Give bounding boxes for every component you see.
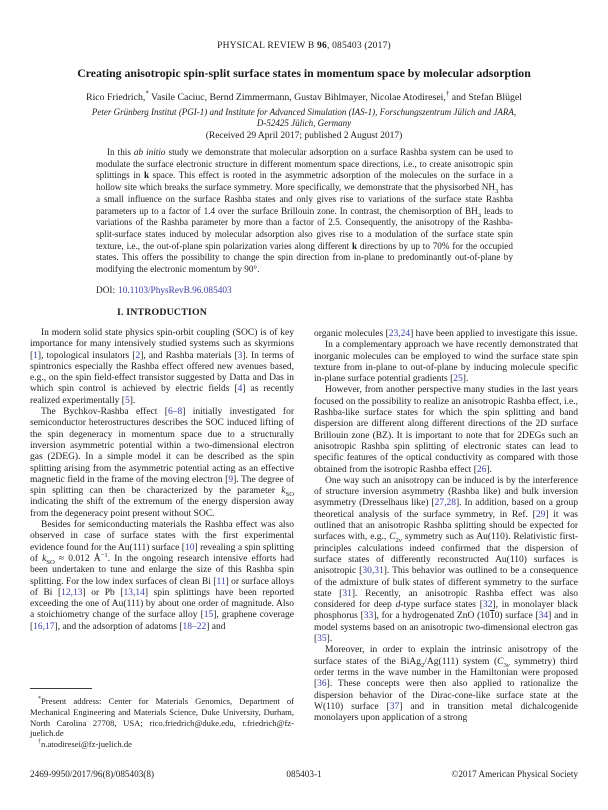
body-paragraph-5: In a complementary approach we have recently demonstrated that inorganic molecules can be employed to wind the surface state spin texture from in-plane to out-of-plane by inducing molecule specific in-plane surface potential gradients [25]. <box>314 340 578 385</box>
affiliation-line-2: D-52425 Jülich, Germany <box>256 118 352 128</box>
body-paragraph-6: However, from another perspective many studies in the last years focused on the possibility to realize an anisotropic Rashba effect, i.e., Rashba-like surface states for which the spin splitting and band dispersion are different along different directions of the 2D surface Brillouin zone (BZ). It is important to note that for 2DEGs such an anisotropic Rashba spin splitting of electronic states can lead to specific features of the optical conductivity as compared with those obtained from the isotropic Rashba effect [26]. <box>314 385 578 475</box>
citation-link[interactable]: 9 <box>228 474 234 485</box>
citation-link[interactable]: 4 <box>237 384 243 395</box>
footnote-divider <box>30 688 92 689</box>
doi-label: DOI: <box>96 286 116 296</box>
received-dates: (Received 29 April 2017; published 2 August 2017) <box>205 131 403 141</box>
citation-link[interactable]: 12,13 <box>61 587 83 598</box>
citation-link[interactable]: 26 <box>476 464 487 475</box>
abstract-text: In this ab initio study we demonstrate that molecular adsorption on a surface Rashba system can be used to modulate the surface electronic structure in different momentum space directions, i.e., to create anisotropic spin splittings in k space. This effect is rooted in the asymmetric adsorption of the molecules on the surface in a hollow site which breaks the surface symmetry. More specifically, we demonstrate that the physisorbed $NH_3$ has a small influence on the surface Rashba states and only gives rise to variations of the surface state Rashba parameters up to a factor of 1.4 over the surface Brillouin zone. In contrast, the chemisorption of $BH_3$ leads to variations of the Rashba parameter by more than a factor of 2.5. Consequently, the anisotropy of the Rashba-split-surface states induced by molecular adsorption also gives rise to a modulation of the surface state spin texture, i.e., the out-of-plane spin polarization varies along different k directions by up to 70% for the occupied states. This offers the possibility to change the spin direction from in-plane to predominantly out-of-plane by modifying the electronic momentum by 90°. <box>96 147 513 275</box>
doi-link[interactable]: 10.1103/PhysRevB.96.085403 <box>118 286 232 296</box>
body-paragraph-8: Moreover, in order to explain the intrinsic anisotropy of the surface states of the BiAg$_2$/Ag(111) system ($C_{3v}$ symmetry) third order terms in the wave number in the Hamiltonian were proposed [36]. These concepts were then also applied to rationalize the dispersion behavior of the Dirac-cone-like surface state at the W(110) surface [37] and in transition metal dichalcogenide monolayers upon application of a strong <box>314 645 578 724</box>
footnotes <box>30 688 294 750</box>
citation-link[interactable]: 31 <box>342 588 352 599</box>
author-list: Rico Friedrich,* Vasile Caciuc, Bernd Zimmermann, Gustav Bihlmayer, Nicolae Atodiresei,† and Stefan Blügel <box>86 90 522 103</box>
citation-link[interactable]: 29 <box>535 509 546 520</box>
citation-link[interactable]: 25 <box>453 374 463 385</box>
citation-link[interactable]: 33 <box>363 611 374 622</box>
affiliation-line-1: Peter Grünberg Institut (PGI-1) and Institute for Advanced Simulation (IAS-1), Forschungszentrum Jülich and JARA, <box>91 107 517 117</box>
journal-header: PHYSICAL REVIEW B 96, 085403 (2017) <box>217 41 391 51</box>
citation-link[interactable]: 15 <box>203 610 214 621</box>
doi-line <box>96 286 232 296</box>
citation-link[interactable]: 36 <box>317 679 327 690</box>
citation-link[interactable]: 1 <box>33 350 38 361</box>
citation-link[interactable]: 3 <box>237 350 243 361</box>
footnote-present-address: *Present address: Center for Materials Genomics, Department of Mechanical Engineering and Materials Science, Duke University, Durham, North Carolina 27708, USA; rico.friedrich@duke.edu, r.friedrich@fz-juelich.de <box>30 696 294 739</box>
citation-link[interactable]: 2 <box>135 350 141 361</box>
footer-copyright: ©2017 American Physical Society <box>451 769 578 779</box>
abstract <box>96 147 513 276</box>
citation-link[interactable]: 10 <box>184 542 195 553</box>
footnote-email: †n.atodiresei@fz-juelich.de <box>38 739 132 750</box>
body-paragraph-7: One way such an anisotropy can be induced is by the interference of structure inversion asymmetry (Rashba like) and bulk inversion asymmetry (Dresselhaus like) [27,28]. In addition, based on a group theoretical analysis of the surface symmetry, in Ref. [29] it was outlined that an anisotropic Rashba splitting should be expected for surfaces with, e.g., $C_{2v}$ symmetry such as Au(110). Relativistic first-principles calculations indeed confirmed that the dispersion of surface states of differently reconstructed Au(110) surfaces is anisotropic [30,31]. This behavior was outlined to be a consequence of the admixture of bulk states of different symmetry to the surface state [31]. Recently, an anisotropic Rashba effect was also considered for deep d-type surface states [32], in monolayer black phosphorus [33], for a hydrogenated ZnO (1010) surface [34] and in model systems based on an anisotropic two-dimensional electron gas [35]. <box>314 475 579 645</box>
citation-link[interactable]: 16,17 <box>33 621 55 632</box>
footer-page-number: 085403-1 <box>286 769 322 779</box>
body-paragraph-2: The Bychkov-Rashba effect [6–8] initially investigated for semiconductor heterostructures describes the SOC induced lifting of the spin degeneracy in momentum space due to a structurally inversion asymmetric potential within a two-dimensional electron gas (2DEG). In a simple model it can be described as the spin splitting arising from the asymmetric potential acting as an effective magnetic field in the frame of the moving electron [9]. The degree of spin splitting can then be characterized by the parameter $k_{SO}$ indicating the shift of the extremum of the energy dispersion away from the degeneracy point present without SOC. <box>30 407 295 519</box>
body-paragraph-3: Besides for semiconducting materials the Rashba effect was also observed in case of surface states with the first experimental evidence found for the Au(111) surface [10] revealing a spin splitting of $k_{SO} \approx 0.012$ $Å^{-1}$. In the ongoing research intensive efforts had been undertaken to tune and enlarge the size of this Rashba spin splitting. For the low index surfaces of clean Bi [11] or surface alloys of Bi [12,13] or Pb [13,14] spin splittings have been reported exceeding the one of Au(111) by about one order of magnitude. Also a stoichiometry change of the surface alloy [15], graphene coverage [16,17], and the adsorption of adatoms [18–22] and <box>30 520 295 632</box>
section-heading-introduction: I. INTRODUCTION <box>116 307 208 318</box>
citation-link[interactable]: 13,14 <box>123 587 145 598</box>
paper-title: Creating anisotropic spin-split surface states in momentum space by molecular adsorption <box>77 66 531 80</box>
body-paragraph-1: In modern solid state physics spin-orbit coupling (SOC) is of key importance for many intensively studied systems such as skyrmions [1], topological insulators [2], and Rashba materials [3]. In terms of spintronics especially the Rashba effect offered new avenues based, e.g., on the spin field-effect transistor suggested by Datta and Das in which spin control is achieved by electric fields [4] as recently realized experimentally [5]. <box>30 328 294 406</box>
body-paragraph-4: organic molecules [23,24] have been applied to investigate this issue. <box>314 329 578 339</box>
citation-link[interactable]: 11 <box>216 576 226 587</box>
citation-link[interactable]: 32 <box>482 600 493 611</box>
footer-issn: 2469-9950/2017/96(8)/085403(8) <box>30 769 155 779</box>
citation-link[interactable]: 6–8 <box>167 407 183 418</box>
citation-link[interactable]: 27,28 <box>434 498 456 509</box>
citation-link[interactable]: 37 <box>389 701 400 712</box>
citation-link[interactable]: 23,24 <box>388 329 411 339</box>
citation-link[interactable]: 34 <box>538 611 549 622</box>
citation-link[interactable]: 18–22 <box>182 621 207 632</box>
citation-link[interactable]: 35 <box>317 634 327 645</box>
column-right <box>314 307 578 724</box>
citation-link[interactable]: 30,31 <box>362 566 384 577</box>
page-footer <box>30 769 578 779</box>
citation-link[interactable]: 5 <box>124 395 130 406</box>
column-left <box>30 307 294 633</box>
